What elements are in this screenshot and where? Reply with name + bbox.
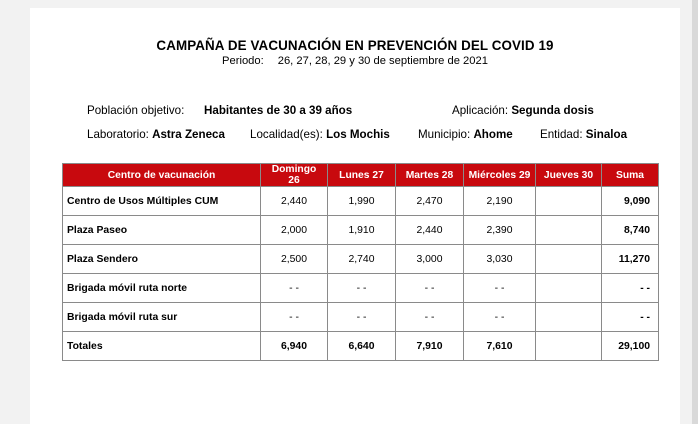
value-cell: - - [396, 303, 464, 332]
sum-cell: 11,270 [602, 245, 659, 274]
target-population-value-wrap [204, 104, 352, 117]
viewer-edge [692, 0, 698, 424]
value-cell: - - [396, 274, 464, 303]
center-name: Brigada móvil ruta sur [63, 303, 261, 332]
target-population [87, 104, 184, 117]
value-cell: 2,390 [464, 216, 536, 245]
value-cell: 2,440 [261, 187, 328, 216]
value-cell: - - [328, 274, 396, 303]
value-cell: 3,030 [464, 245, 536, 274]
vaccination-table [62, 163, 659, 361]
sum-cell: - - [602, 274, 659, 303]
header-center: Centro de vacunación [63, 164, 261, 187]
municipality [418, 128, 513, 141]
value-cell: 1,990 [328, 187, 396, 216]
state-value: Sinaloa [585, 128, 628, 141]
target-population-label: Población objetivo: [87, 104, 185, 117]
document-page [30, 8, 680, 424]
header-sum: Suma [602, 164, 659, 187]
table-row [63, 245, 659, 274]
totals-row [63, 332, 659, 361]
application-label: Aplicación: [452, 104, 509, 117]
table-row [63, 274, 659, 303]
total-cell [536, 332, 602, 361]
laboratory-value: Astra Zeneca [152, 128, 225, 141]
header-thursday: Jueves 30 [536, 164, 602, 187]
value-cell: 2,000 [261, 216, 328, 245]
value-cell [536, 303, 602, 332]
target-population-value: Habitantes de 30 a 39 años [204, 104, 353, 117]
municipality-value: Ahome [473, 128, 513, 141]
value-cell: - - [464, 274, 536, 303]
value-cell: 1,910 [328, 216, 396, 245]
table-row [63, 216, 659, 245]
period-line [30, 55, 680, 67]
value-cell [536, 274, 602, 303]
value-cell [536, 245, 602, 274]
center-name: Centro de Usos Múltiples CUM [63, 187, 261, 216]
header-monday: Lunes 27 [328, 164, 396, 187]
locality-value: Los Mochis [326, 128, 390, 141]
center-name: Plaza Sendero [63, 245, 261, 274]
application-value: Segunda dosis [511, 104, 594, 117]
total-cell: 6,640 [328, 332, 396, 361]
period-value: 26, 27, 28, 29 y 30 de septiembre de 2021 [277, 55, 488, 67]
totals-label: Totales [63, 332, 261, 361]
header-sunday: Domingo 26 [261, 164, 328, 187]
table-row [63, 187, 659, 216]
value-cell: 2,470 [396, 187, 464, 216]
header-tuesday: Martes 28 [396, 164, 464, 187]
value-cell: 2,440 [396, 216, 464, 245]
total-cell: 6,940 [261, 332, 328, 361]
center-name: Plaza Paseo [63, 216, 261, 245]
total-cell: 7,610 [464, 332, 536, 361]
municipality-label: Municipio: [418, 128, 471, 141]
grand-total-cell: 29,100 [602, 332, 659, 361]
header-wednesday: Miércoles 29 [464, 164, 536, 187]
application [452, 104, 594, 117]
period-label: Periodo: [222, 55, 264, 67]
sum-cell: - - [602, 303, 659, 332]
value-cell: - - [261, 274, 328, 303]
state-label: Entidad: [540, 128, 583, 141]
value-cell: 2,500 [261, 245, 328, 274]
state [540, 128, 627, 141]
value-cell: 3,000 [396, 245, 464, 274]
value-cell [536, 216, 602, 245]
laboratory [87, 128, 225, 141]
value-cell: - - [328, 303, 396, 332]
laboratory-label: Laboratorio: [87, 128, 149, 141]
sum-cell: 9,090 [602, 187, 659, 216]
value-cell: - - [261, 303, 328, 332]
value-cell [536, 187, 602, 216]
sum-cell: 8,740 [602, 216, 659, 245]
table-row [63, 303, 659, 332]
value-cell: - - [464, 303, 536, 332]
value-cell: 2,740 [328, 245, 396, 274]
locality-label: Localidad(es): [250, 128, 323, 141]
center-name: Brigada móvil ruta norte [63, 274, 261, 303]
locality [250, 128, 390, 141]
total-cell: 7,910 [396, 332, 464, 361]
value-cell: 2,190 [464, 187, 536, 216]
table-header-row [63, 164, 659, 187]
document-title: CAMPAÑA DE VACUNACIÓN EN PREVENCIÓN DEL COVID 19 [156, 38, 554, 53]
